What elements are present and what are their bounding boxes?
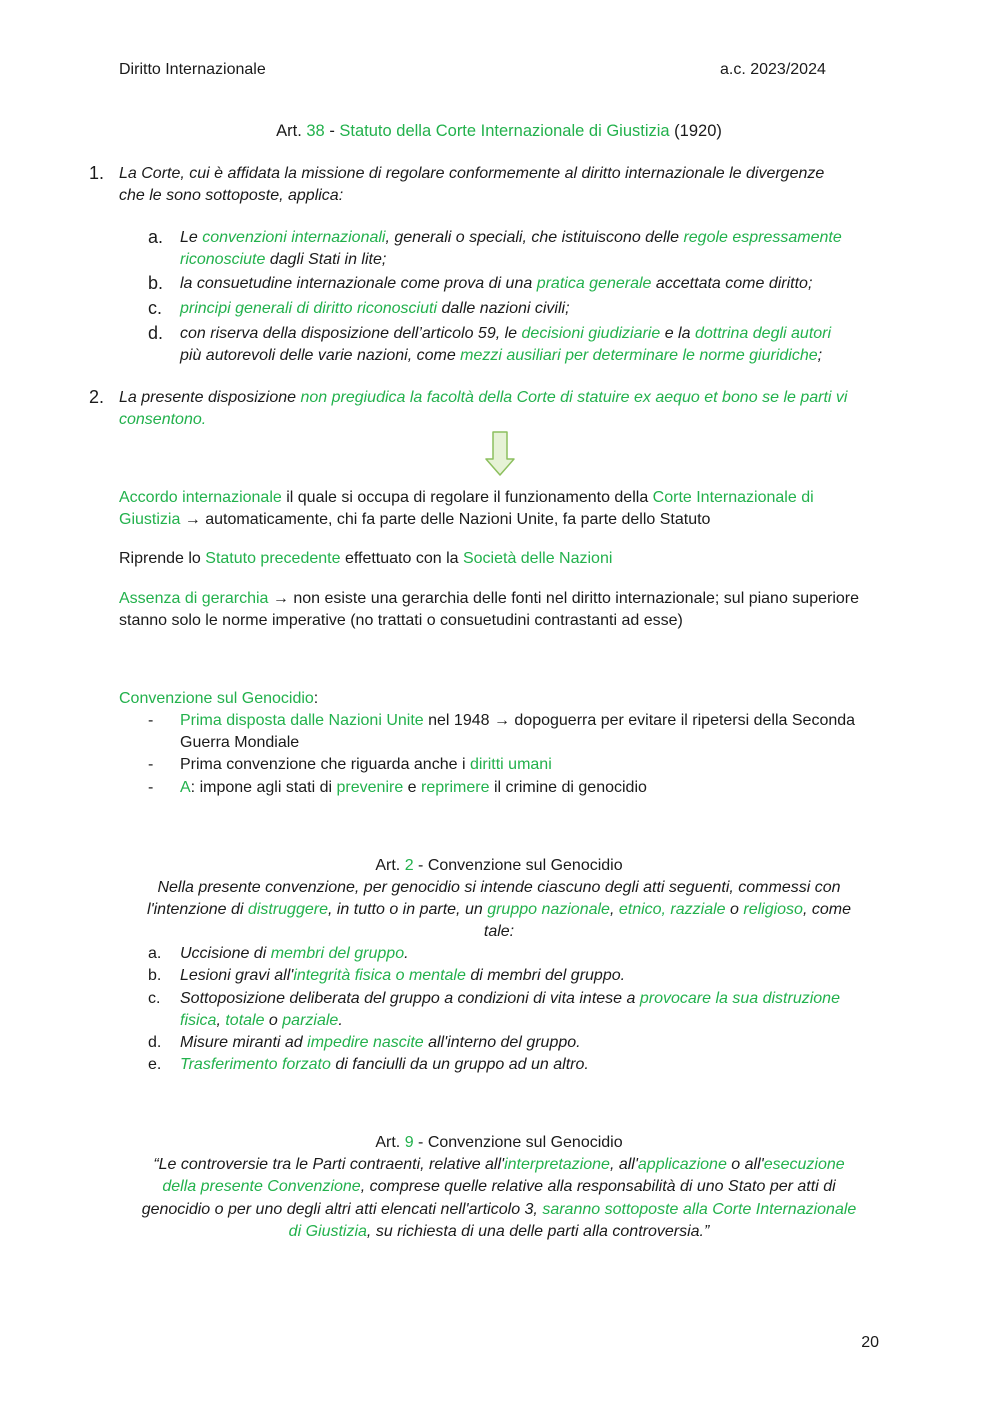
article-number: 2 [404, 857, 414, 874]
highlight: integrità fisica o mentale [293, 967, 466, 984]
highlight: A [180, 779, 191, 796]
art2-intro-line2 [119, 899, 879, 921]
list-number-1: 1. [89, 163, 105, 183]
text: Le [180, 229, 203, 246]
text: Prima convenzione che riguarda anche i [180, 756, 470, 773]
text: nel 1948 → dopoguerra per evitare il ripetersi della Seconda [423, 712, 856, 729]
text: ; [817, 347, 823, 364]
art9-quote-line4 [119, 1221, 879, 1243]
note-riprende [119, 548, 612, 570]
art2-item-e [180, 1054, 589, 1076]
note-accordo-line1 [119, 487, 879, 509]
art38-item-a-line2 [180, 249, 386, 271]
art38-item1-line1: La Corte, cui è affidata la missione di regolare conformemente al diritto internazionale le divergenze [119, 165, 825, 182]
text: : impone agli stati di [190, 779, 337, 796]
highlight: diritti umani [469, 756, 552, 773]
note-accordo-line2 [119, 509, 710, 531]
text: , [609, 901, 619, 918]
highlight: saranno sottoposte alla Corte Internazionale [542, 1201, 857, 1218]
genocidio-heading [119, 688, 318, 710]
art9-title [119, 1132, 879, 1154]
statute-year: (1920) [669, 122, 722, 140]
text: o all' [726, 1156, 764, 1173]
art38-item1-line2: che le sono sottoposte, applica: [119, 187, 344, 204]
highlight: fisica [180, 1012, 217, 1029]
genocidio-bullet2 [180, 754, 552, 776]
text: , comprese quelle relative alla responsabilità di uno Stato per atti di [360, 1178, 836, 1195]
text: dagli Stati in lite; [265, 251, 387, 268]
list-letter-e: e. [148, 1056, 162, 1073]
highlight: consentono. [119, 411, 207, 428]
text: più autorevoli delle varie nazioni, come [180, 347, 461, 364]
list-letter-a: a. [148, 227, 164, 247]
article-number: 38 [306, 122, 325, 140]
highlight: Convenzione sul Genocidio [119, 690, 314, 707]
text: , in tutto o in parte, un [327, 901, 488, 918]
highlight: non pregiudica la facoltà della Corte di statuire ex aequo et bono se le parti vi [300, 389, 848, 406]
text: Art. [375, 857, 405, 874]
art9-quote-line3 [119, 1199, 879, 1221]
art38-item-d-line2 [180, 345, 822, 367]
art2-item-c-line1 [180, 988, 879, 1010]
text: la consuetudine internazionale come prova di una [180, 275, 537, 292]
art38-item-b [180, 273, 812, 295]
art2-item-a [180, 943, 409, 965]
down-arrow-icon [484, 431, 516, 477]
highlight: della presente Convenzione [162, 1178, 361, 1195]
art2-intro-line1: Nella presente convenzione, per genocidio si intende ciascuno degli atti seguenti, commessi con [157, 879, 841, 896]
highlight: mezzi ausiliari per determinare le norme giuridiche [460, 347, 818, 364]
header-academic-year: a.c. 2023/2024 [720, 61, 826, 78]
text: o [725, 901, 744, 918]
text: , su richiesta di una delle parti alla controversia.” [366, 1223, 710, 1240]
art38-item-a-line1 [180, 227, 879, 249]
text: e la [660, 325, 695, 342]
text: e [403, 779, 422, 796]
text: . [338, 1012, 343, 1029]
highlight: convenzioni internazionali [202, 229, 386, 246]
list-letter-c: c. [148, 298, 163, 318]
highlight: Giustizia [119, 511, 181, 528]
text: - Convenzione sul Genocidio [413, 857, 623, 874]
text: di fanciulli da un gruppo ad un altro. [330, 1056, 589, 1073]
title-separator: - [324, 122, 340, 140]
text: La presente disposizione [119, 389, 301, 406]
text: effettuato con la [340, 550, 463, 567]
highlight: gruppo nazionale [487, 901, 610, 918]
art38-title [119, 120, 879, 142]
text: genocidio o per uno degli altri atti elencati nell'articolo 3, [141, 1201, 543, 1218]
highlight: riconosciute [180, 251, 266, 268]
highlight: totale [225, 1012, 265, 1029]
genocidio-bullet3 [180, 777, 647, 799]
highlight: membri del gruppo [270, 945, 405, 962]
text: , come [802, 901, 851, 918]
text: Sottoposizione deliberata del gruppo a condizioni di vita intese a [180, 990, 640, 1007]
note-gerarchia-line1 [119, 588, 879, 610]
text: “Le controversie tra le Parti contraenti, relative all' [153, 1156, 505, 1173]
highlight: parziale [282, 1012, 339, 1029]
art2-item-d [180, 1032, 581, 1054]
list-number-2: 2. [89, 387, 105, 407]
list-letter-d: d. [148, 323, 164, 343]
text: → non esiste una gerarchia delle fonti nel diritto internazionale; sul piano superiore [268, 590, 859, 607]
title-prefix: Art. [276, 122, 307, 140]
genocidio-bullet1-line2: Guerra Mondiale [180, 734, 300, 751]
art2-item-c-line2 [180, 1010, 343, 1032]
bullet-dash: - [148, 756, 154, 773]
highlight: Prima disposta dalle Nazioni Unite [180, 712, 424, 729]
highlight: applicazione [637, 1156, 727, 1173]
highlight: Trasferimento forzato [180, 1056, 331, 1073]
text: → automaticamente, chi fa parte delle Nazioni Unite, fa parte dello Statuto [180, 511, 711, 528]
note-gerarchia-line2: stanno solo le norme imperative (no trattati o consuetudini contrastanti ad esse) [119, 612, 683, 629]
genocidio-bullet1-line1 [180, 710, 879, 732]
text: all'interno del gruppo. [423, 1034, 581, 1051]
art2-item-b [180, 965, 625, 987]
highlight: etnico, razziale [618, 901, 726, 918]
highlight: di Giustizia [288, 1223, 367, 1240]
highlight: Società delle Nazioni [462, 550, 613, 567]
art2-intro-line3: tale: [483, 923, 515, 940]
art9-quote-line1 [119, 1154, 879, 1176]
list-letter-d: d. [148, 1034, 162, 1051]
highlight: Accordo internazionale [119, 489, 282, 506]
bullet-dash: - [148, 779, 154, 796]
text: il crimine di genocidio [489, 779, 647, 796]
text: il quale si occupa di regolare il funzionamento della [281, 489, 653, 506]
list-letter-a: a. [148, 945, 162, 962]
text: dalle nazioni civili; [437, 300, 570, 317]
art38-item2-line2 [119, 409, 206, 431]
highlight: pratica generale [536, 275, 652, 292]
text: Riprende lo [119, 550, 206, 567]
page-number: 20 [861, 1334, 879, 1351]
text: , generali o speciali, che istituiscono delle [385, 229, 684, 246]
highlight: reprimere [421, 779, 490, 796]
text: : [313, 690, 319, 707]
art2-title [119, 855, 879, 877]
text: l'intenzione di [147, 901, 248, 918]
highlight: Statuto precedente [205, 550, 341, 567]
text: di membri del gruppo. [465, 967, 626, 984]
highlight: Corte Internazionale di [652, 489, 814, 506]
highlight: impedire nascite [307, 1034, 424, 1051]
text: . [404, 945, 409, 962]
highlight: esecuzione [763, 1156, 845, 1173]
text: Uccisione di [180, 945, 271, 962]
highlight: decisioni giudiziarie [521, 325, 661, 342]
highlight: regole espressamente [683, 229, 842, 246]
highlight: prevenire [336, 779, 404, 796]
text: , all' [609, 1156, 638, 1173]
highlight: provocare la sua distruzione [639, 990, 840, 1007]
text: o [264, 1012, 283, 1029]
highlight: Assenza di gerarchia [119, 590, 269, 607]
bullet-dash: - [148, 712, 154, 729]
text: Lesioni gravi all' [180, 967, 294, 984]
article-number: 9 [404, 1134, 414, 1151]
highlight: interpretazione [504, 1156, 610, 1173]
highlight: religioso [743, 901, 803, 918]
art38-item-d-line1 [180, 323, 879, 345]
highlight: distruggere [247, 901, 328, 918]
text: , [216, 1012, 226, 1029]
art9-quote-line2 [119, 1176, 879, 1198]
list-letter-b: b. [148, 273, 164, 293]
text: - Convenzione sul Genocidio [413, 1134, 623, 1151]
highlight: dottrina degli autori [694, 325, 832, 342]
text: con riserva della disposizione dell’articolo 59, le [180, 325, 522, 342]
text: Art. [375, 1134, 405, 1151]
text: accettata come diritto; [651, 275, 813, 292]
statute-name: Statuto della Corte Internazionale di Giustizia [339, 122, 670, 140]
art38-item2-line1 [119, 387, 879, 409]
list-letter-b: b. [148, 967, 162, 984]
text: Misure miranti ad [180, 1034, 308, 1051]
list-letter-c: c. [148, 990, 161, 1007]
art38-item-c [180, 298, 570, 320]
header-course-title: Diritto Internazionale [119, 61, 266, 78]
highlight: principi generali di diritto riconosciuti [180, 300, 438, 317]
